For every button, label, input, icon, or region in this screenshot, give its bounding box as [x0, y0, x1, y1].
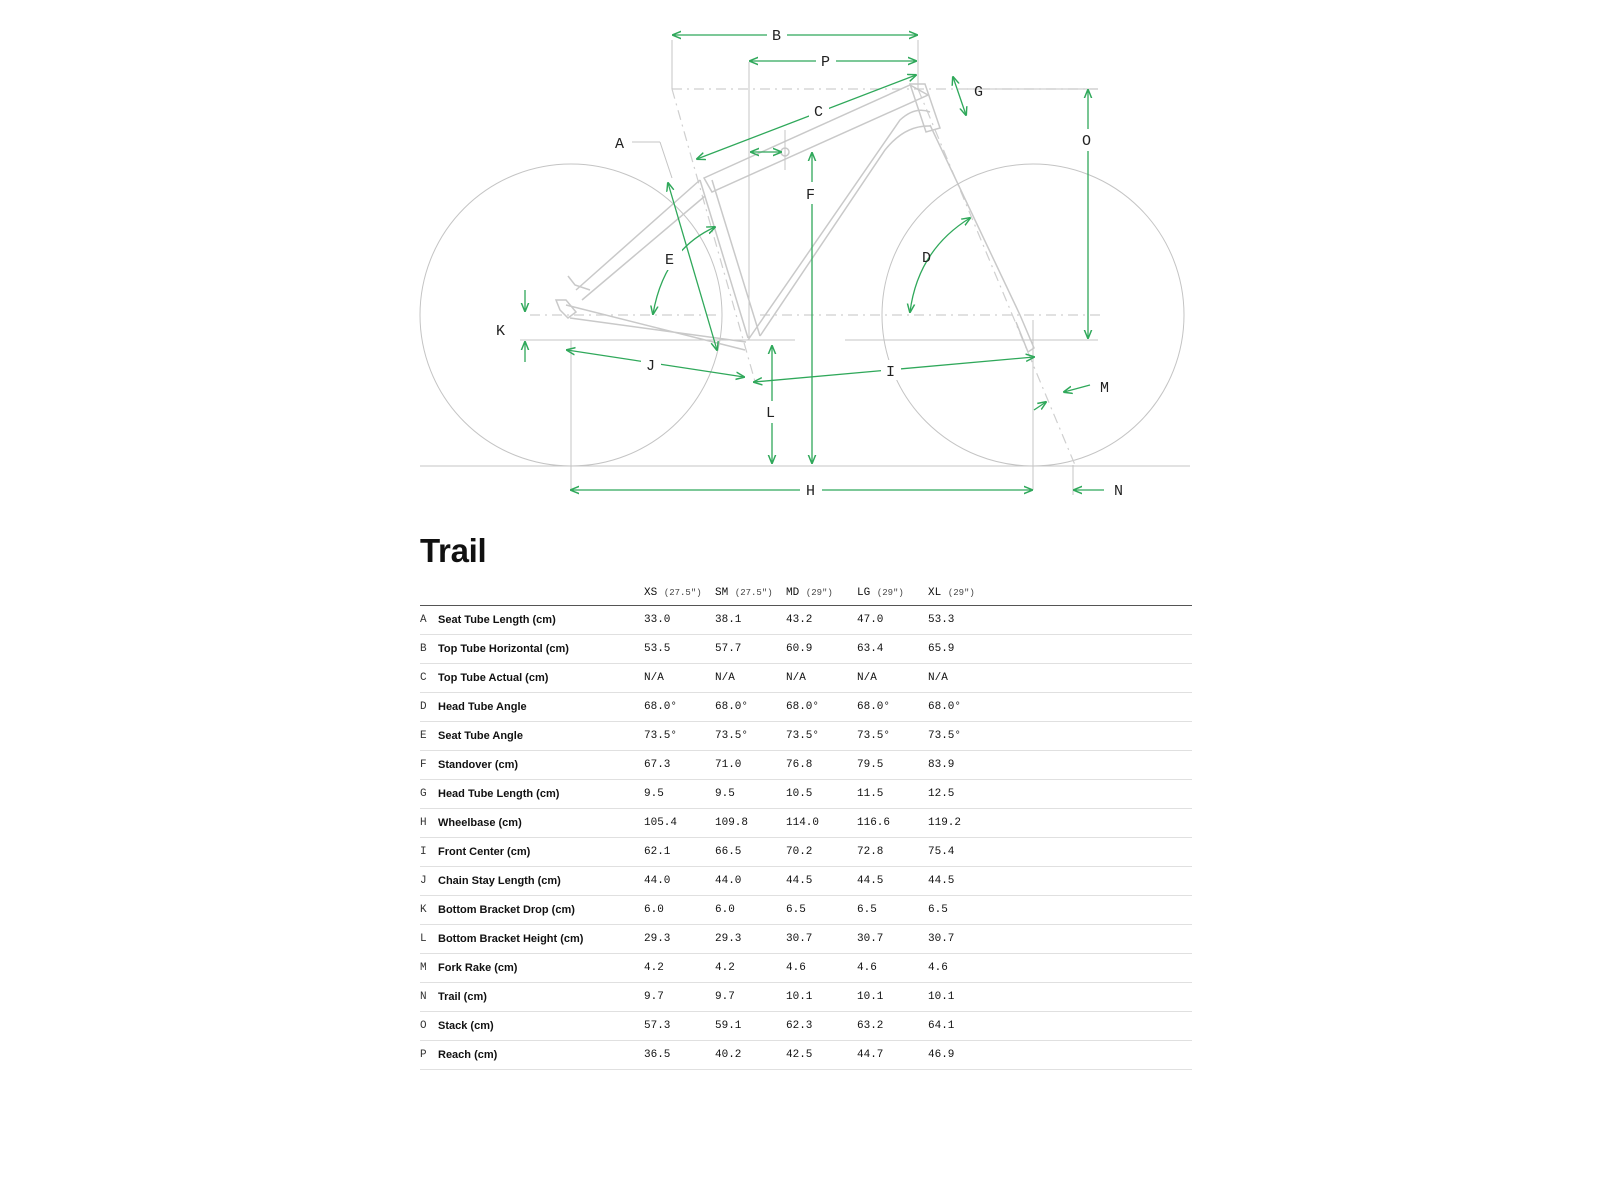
row-value: 44.0 — [715, 867, 786, 896]
row-value: 6.5 — [928, 896, 999, 925]
row-value: 73.5° — [786, 722, 857, 751]
row-label: Reach (cm) — [438, 1041, 644, 1070]
table-row — [420, 722, 1192, 751]
table-row — [420, 983, 1192, 1012]
row-value: 9.5 — [715, 780, 786, 809]
label-c: C — [814, 104, 824, 121]
row-value: 4.6 — [928, 954, 999, 983]
geometry-table-body — [420, 606, 1192, 1070]
row-value: 10.5 — [786, 780, 857, 809]
row-letter: O — [420, 1012, 438, 1041]
size-header: XS (27.5") — [644, 580, 715, 606]
row-label: Fork Rake (cm) — [438, 954, 644, 983]
label-l: L — [766, 405, 776, 422]
label-o: O — [1082, 133, 1092, 150]
row-value: 43.2 — [786, 606, 857, 635]
label-g: G — [974, 84, 984, 101]
row-value: 64.1 — [928, 1012, 999, 1041]
row-value: 72.8 — [857, 838, 928, 867]
geometry-table — [420, 580, 1192, 1070]
row-spacer — [999, 983, 1192, 1012]
label-p: P — [821, 54, 831, 71]
label-d: D — [922, 250, 932, 267]
row-letter: A — [420, 606, 438, 635]
label-m: M — [1100, 380, 1110, 397]
row-value: 75.4 — [928, 838, 999, 867]
row-label: Seat Tube Angle — [438, 722, 644, 751]
row-letter: N — [420, 983, 438, 1012]
table-row — [420, 925, 1192, 954]
row-letter: L — [420, 925, 438, 954]
row-value: 6.0 — [715, 896, 786, 925]
row-value: 116.6 — [857, 809, 928, 838]
table-row — [420, 867, 1192, 896]
label-i: I — [886, 364, 896, 381]
row-value: 44.5 — [786, 867, 857, 896]
row-value: 4.2 — [644, 954, 715, 983]
row-letter: M — [420, 954, 438, 983]
row-value: N/A — [928, 664, 999, 693]
row-spacer — [999, 896, 1192, 925]
row-value: 10.1 — [786, 983, 857, 1012]
row-value: 40.2 — [715, 1041, 786, 1070]
size-header: MD (29") — [786, 580, 857, 606]
table-row — [420, 693, 1192, 722]
row-spacer — [999, 722, 1192, 751]
row-spacer — [999, 664, 1192, 693]
row-value: 44.0 — [644, 867, 715, 896]
geometry-diagram — [0, 0, 1600, 510]
row-value: 114.0 — [786, 809, 857, 838]
row-letter: F — [420, 751, 438, 780]
row-value: 44.7 — [857, 1041, 928, 1070]
label-k: K — [496, 323, 506, 340]
table-row — [420, 809, 1192, 838]
row-value: 68.0° — [644, 693, 715, 722]
row-label: Head Tube Angle — [438, 693, 644, 722]
row-value: N/A — [857, 664, 928, 693]
row-letter: D — [420, 693, 438, 722]
table-row — [420, 838, 1192, 867]
table-row — [420, 664, 1192, 693]
row-value: N/A — [644, 664, 715, 693]
row-value: 42.5 — [786, 1041, 857, 1070]
size-header-row — [420, 580, 1192, 606]
size-header: XL (29") — [928, 580, 999, 606]
row-label: Chain Stay Length (cm) — [438, 867, 644, 896]
row-value: 33.0 — [644, 606, 715, 635]
row-letter: G — [420, 780, 438, 809]
row-value: 4.6 — [857, 954, 928, 983]
row-label: Trail (cm) — [438, 983, 644, 1012]
row-value: 83.9 — [928, 751, 999, 780]
row-spacer — [999, 635, 1192, 664]
row-spacer — [999, 867, 1192, 896]
row-letter: P — [420, 1041, 438, 1070]
row-letter: E — [420, 722, 438, 751]
row-value: 76.8 — [786, 751, 857, 780]
row-value: 68.0° — [786, 693, 857, 722]
row-value: 66.5 — [715, 838, 786, 867]
row-value: 119.2 — [928, 809, 999, 838]
row-value: 6.0 — [644, 896, 715, 925]
row-value: 30.7 — [928, 925, 999, 954]
row-value: 6.5 — [786, 896, 857, 925]
row-spacer — [999, 751, 1192, 780]
row-value: 47.0 — [857, 606, 928, 635]
row-value: 63.2 — [857, 1012, 928, 1041]
label-b: B — [772, 28, 782, 45]
row-value: 10.1 — [857, 983, 928, 1012]
label-h: H — [806, 483, 816, 500]
row-spacer — [999, 1012, 1192, 1041]
row-value: 68.0° — [928, 693, 999, 722]
row-label: Standover (cm) — [438, 751, 644, 780]
row-value: 67.3 — [644, 751, 715, 780]
row-letter: C — [420, 664, 438, 693]
row-value: 62.3 — [786, 1012, 857, 1041]
row-value: 36.5 — [644, 1041, 715, 1070]
table-row — [420, 896, 1192, 925]
row-spacer — [999, 809, 1192, 838]
row-label: Bottom Bracket Height (cm) — [438, 925, 644, 954]
dimension-labels — [496, 28, 1123, 500]
label-n: N — [1114, 483, 1124, 500]
row-spacer — [999, 1041, 1192, 1070]
row-letter: K — [420, 896, 438, 925]
row-label: Front Center (cm) — [438, 838, 644, 867]
row-value: 65.9 — [928, 635, 999, 664]
row-letter: B — [420, 635, 438, 664]
row-value: 38.1 — [715, 606, 786, 635]
row-value: 73.5° — [928, 722, 999, 751]
row-value: 29.3 — [715, 925, 786, 954]
row-value: 30.7 — [786, 925, 857, 954]
row-spacer — [999, 954, 1192, 983]
row-value: 70.2 — [786, 838, 857, 867]
row-value: 11.5 — [857, 780, 928, 809]
row-value: 57.3 — [644, 1012, 715, 1041]
size-header: SM (27.5") — [715, 580, 786, 606]
table-row — [420, 780, 1192, 809]
row-value: 73.5° — [857, 722, 928, 751]
table-row — [420, 606, 1192, 635]
row-value: 57.7 — [715, 635, 786, 664]
row-value: 73.5° — [715, 722, 786, 751]
row-value: 73.5° — [644, 722, 715, 751]
row-value: 9.7 — [644, 983, 715, 1012]
row-value: 30.7 — [857, 925, 928, 954]
row-value: 4.6 — [786, 954, 857, 983]
row-value: N/A — [786, 664, 857, 693]
geometry-title: Trail — [420, 532, 487, 569]
row-value: 10.1 — [928, 983, 999, 1012]
label-f: F — [806, 187, 816, 204]
row-letter: J — [420, 867, 438, 896]
row-spacer — [999, 780, 1192, 809]
row-value: 60.9 — [786, 635, 857, 664]
table-row — [420, 954, 1192, 983]
row-letter: I — [420, 838, 438, 867]
row-spacer — [999, 838, 1192, 867]
row-value: 71.0 — [715, 751, 786, 780]
row-value: 53.5 — [644, 635, 715, 664]
table-row — [420, 751, 1192, 780]
row-label: Wheelbase (cm) — [438, 809, 644, 838]
row-value: 62.1 — [644, 838, 715, 867]
row-spacer — [999, 925, 1192, 954]
row-value: 6.5 — [857, 896, 928, 925]
row-label: Seat Tube Length (cm) — [438, 606, 644, 635]
row-label: Head Tube Length (cm) — [438, 780, 644, 809]
size-header: LG (29") — [857, 580, 928, 606]
row-value: 9.5 — [644, 780, 715, 809]
row-label: Top Tube Actual (cm) — [438, 664, 644, 693]
row-value: 105.4 — [644, 809, 715, 838]
row-letter: H — [420, 809, 438, 838]
table-row — [420, 635, 1192, 664]
row-value: 79.5 — [857, 751, 928, 780]
label-j: J — [646, 358, 656, 375]
row-spacer — [999, 693, 1192, 722]
row-value: 63.4 — [857, 635, 928, 664]
label-e: E — [665, 252, 675, 269]
row-value: 9.7 — [715, 983, 786, 1012]
row-label: Top Tube Horizontal (cm) — [438, 635, 644, 664]
row-value: 29.3 — [644, 925, 715, 954]
label-a: A — [615, 136, 625, 153]
row-value: 59.1 — [715, 1012, 786, 1041]
row-label: Bottom Bracket Drop (cm) — [438, 896, 644, 925]
row-value: 68.0° — [715, 693, 786, 722]
row-label: Stack (cm) — [438, 1012, 644, 1041]
table-row — [420, 1012, 1192, 1041]
row-value: N/A — [715, 664, 786, 693]
row-value: 68.0° — [857, 693, 928, 722]
row-value: 53.3 — [928, 606, 999, 635]
row-value: 12.5 — [928, 780, 999, 809]
row-value: 46.9 — [928, 1041, 999, 1070]
row-value: 44.5 — [928, 867, 999, 896]
bike-outline — [420, 40, 1190, 495]
row-value: 4.2 — [715, 954, 786, 983]
table-row — [420, 1041, 1192, 1070]
row-spacer — [999, 606, 1192, 635]
row-value: 109.8 — [715, 809, 786, 838]
row-value: 44.5 — [857, 867, 928, 896]
